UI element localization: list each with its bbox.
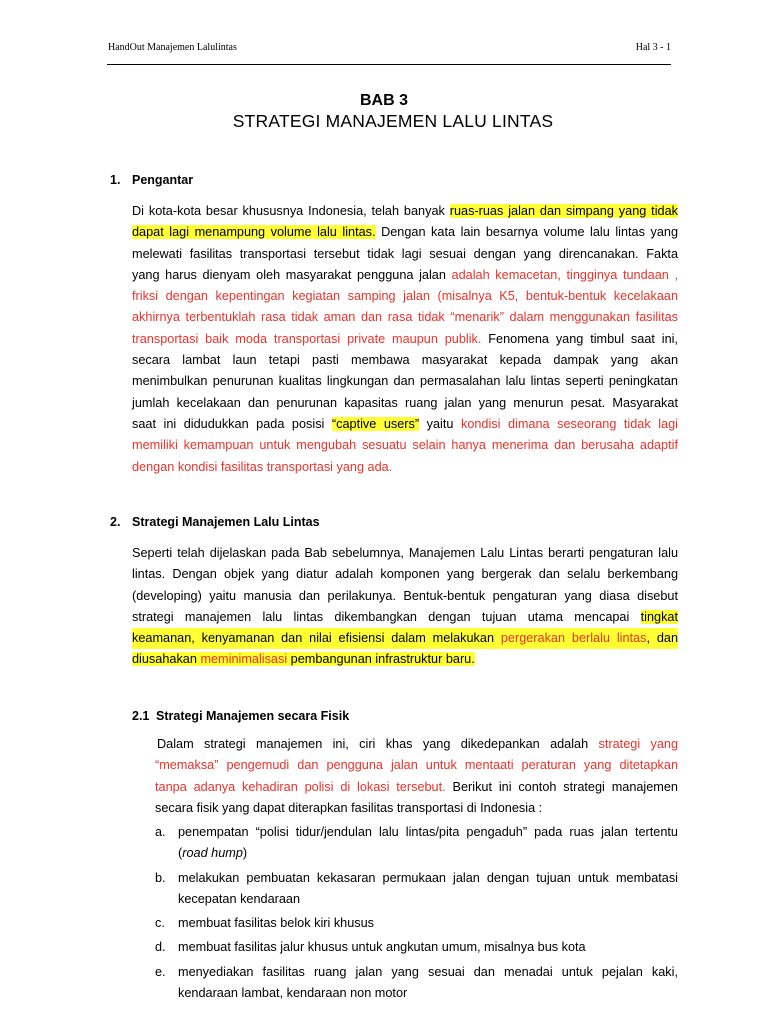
highlight: diusahakan meminimalisasi pembangunan infrastruktur baru. [132,652,475,667]
chapter-number: BAB 3 [359,92,408,109]
header-doc-title: HandOut Manajemen Lalulintas [108,42,237,53]
section-1-paragraph: Di kota-kota besar khususnya Indonesia, telah banyak ruas-ruas jalan dan simpang yang tidak dapat lagi menampung volume lalu lintas. Dengan kata lain besarnya volume lalu lintas yang melewati fasilitas transportasi tersebut tidak lagi sesuai dengan yang direncanakan. Fakta yang harus dienyam oleh masyarakat pengguna jalan adalah kemacetan, tingginya tundaan , friksi dengan kepentingan kegiatan samping jalan (misalnya K5, bentuk-bentuk kecelakaan akhirnya terbentuklah rasa tidak aman dan rasa tidak “menarik” dalam menggunakan fasilitas transportasi baik moda transportasi private maupun publik. Fenomena yang timbul saat ini, secara lambat laun tetapi pasti membawa masyarakat kepada dampak yang akan menimbulkan penurunan kualitas lingkungan dan permasalahan lalu lintas seperti peningkatan jumlah kecelakaan dan penurunan kapasitas ruang jalan yang menurun pesat. Masyarakat saat ini didudukkan pada posisi “captive users” yaitu kondisi dimana seseorang tidak lagi memiliki kemampuan untuk mengubah sesuatu selain hanya menerima dan berusaha adaptif dengan kondisi fasilitas transportasi yang ada. [132,201,678,478]
section-1-title: Pengantar [132,173,194,187]
emphasis-red: strategi yang [598,737,678,751]
section-2-paragraph: Seperti telah dijelaskan pada Bab sebelumnya, Manajemen Lalu Lintas berarti pengaturan lalu lintas. Dengan objek yang diatur adalah komponen yang bergerak dan selalu berkembang (developing) yaitu manusia dan perilakunya. Bentuk-bentuk pengaturan yang diasa disebut strategi manajemen lalu lintas dikembangkan dengan tujuan utama mencapai tingkat keamanan, kenyamanan dan nilai efisiensi dalam melakukan pergerakan berlalu lintas, dan diusahakan meminimalisasi pembangunan infrastruktur baru. [132,546,678,667]
list-marker: b. [155,870,166,885]
highlight: “captive users” [331,416,420,431]
section-2-1-paragraph: Dalam strategi manajemen ini, ciri khas yang dikedepankan adalah strategi yang “memaksa” pengemudi dan pengguna jalan untuk mentaati peraturan yang ditetapkan tanpa adanya kehadiran polisi di lokasi tersebut. Berikut ini contoh strategi manajemen secara fisik yang dapat diterapkan fasilitas transportasi di Indonesia : [155,737,678,815]
section-2-1-number: 2.1 [132,709,150,723]
emphasis-red: transportasi baik moda transportasi private maupun publik. [132,331,482,346]
highlight: tingkat [640,609,678,624]
list-item: a. penempatan “polisi tidur/jendulan lalu lintas/pita pengaduh” pada ruas jalan tertentu (road hump) [155,822,678,865]
emphasis-red: adalah kemacetan, tingginya tundaan , [451,267,678,282]
section-2-number: 2. [110,515,121,529]
highlight: ruas-ruas jalan dan simpang yang tidak [449,204,678,218]
list-item: c. membuat fasilitas belok kiri khusus [155,913,678,934]
emphasis-red: akhirnya terbentuklah rasa tidak aman dan rasa tidak “menarik” dalam menggunakan fasilitas [132,310,678,325]
emphasis-red: memiliki kemampuan untuk mengubah sesuatu selain hanya menerima dan berusaha adaptif [132,438,678,453]
page-header [107,36,671,65]
strategy-list [155,822,678,1004]
chapter-title: STRATEGI MANAJEMEN LALU LINTAS [232,111,554,131]
section-1-number: 1. [110,173,121,187]
emphasis-red: meminimalisasi [200,652,288,667]
list-item: e. menyediakan fasilitas ruang jalan yang sesuai dan menadai untuk pejalan kaki, kendaraan lambat, kendaraan non motor [155,962,678,1005]
list-marker: e. [155,964,166,979]
list-marker: c. [155,916,165,931]
emphasis-red: tanpa adanya kehadiran polisi di lokasi tersebut. [155,779,446,794]
emphasis-red: pergerakan berlalu lintas [500,631,647,646]
section-2-title: Strategi Manajemen Lalu Lintas [132,515,320,529]
list-marker: a. [155,825,166,839]
highlight: keamanan, kenyamanan dan nilai efisiensi dalam melakukan pergerakan berlalu lintas, dan [132,628,678,649]
emphasis-red: kondisi dimana seseorang tidak lagi [460,416,678,431]
list-item: b. melakukan pembuatan kekasaran permukaan jalan dengan tujuan untuk membatasi kecepatan kendaraan [155,868,678,911]
emphasis-red: “memaksa” pengemudi dan pengguna jalan untuk mentaati peraturan yang ditetapkan [155,758,678,773]
list-marker: d. [155,940,166,955]
header-page-number: Hal 3 - 1 [635,42,671,53]
emphasis-red: dengan kondisi fasilitas transportasi yang ada. [132,459,393,474]
highlight: dapat lagi menampung volume lalu lintas. [132,225,376,240]
section-2-1-title: Strategi Manajemen secara Fisik [156,709,350,723]
list-item: d. membuat fasilitas jalur khusus untuk angkutan umum, misalnya bus kota [155,937,678,958]
emphasis-red: friksi dengan kepentingan kegiatan samping jalan (misalnya K5, bentuk-bentuk kecelakaan [132,289,678,304]
